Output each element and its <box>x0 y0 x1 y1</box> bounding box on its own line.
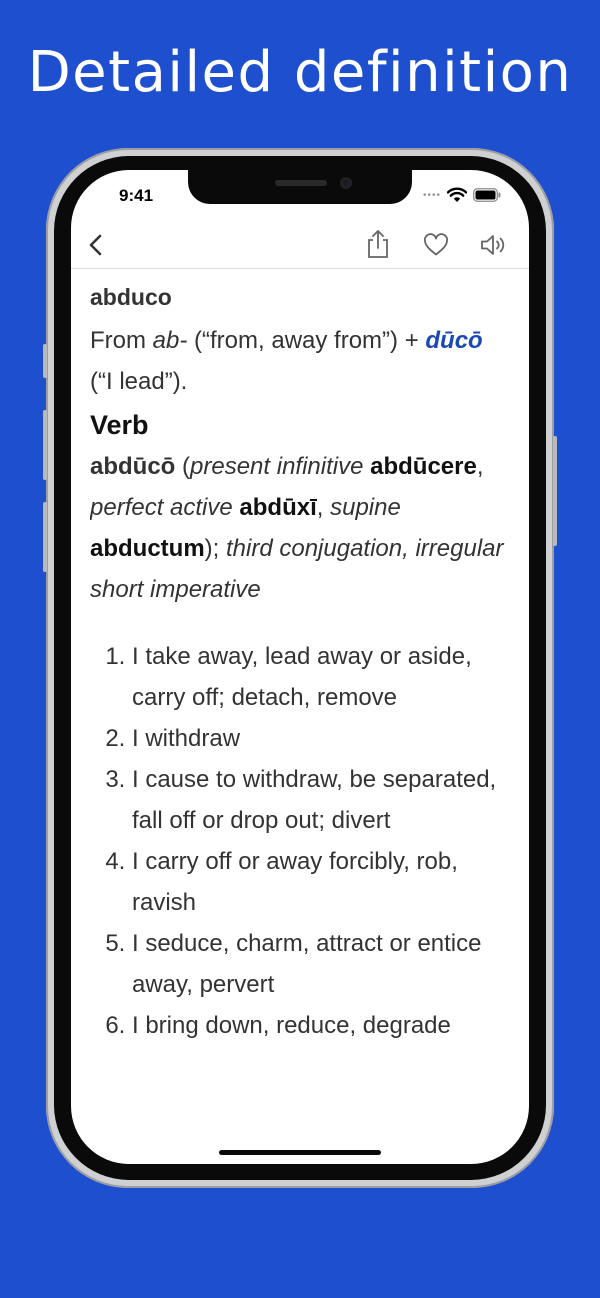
share-button[interactable] <box>361 226 395 262</box>
phone-screen <box>71 170 529 1164</box>
silent-switch <box>43 344 47 378</box>
paren-close: ); <box>204 535 226 562</box>
status-indicators <box>423 186 501 204</box>
volume-down-button <box>43 502 47 572</box>
sense-item: 6. I bring down, reduce, degrade <box>132 1005 510 1046</box>
etymology-text: From <box>90 327 153 354</box>
signal-dots-icon: •••• <box>422 189 441 201</box>
headword: abduco <box>90 284 172 310</box>
form-supine: abductum <box>90 535 205 562</box>
wifi-icon <box>447 187 467 203</box>
home-indicator[interactable] <box>219 1150 381 1155</box>
power-button <box>553 436 557 546</box>
part-of-speech: Verb <box>90 410 149 440</box>
sense-item: 4. I carry off or away forcibly, rob, ravish <box>132 841 510 923</box>
form-perfect: abdūxī <box>239 494 317 521</box>
etymology-link-duco[interactable]: dūcō <box>425 327 483 354</box>
page-headline: Detailed definition <box>27 40 573 105</box>
front-camera <box>340 177 352 189</box>
etymology-link-gloss: (“I lead”). <box>90 368 188 395</box>
etymology <box>90 320 510 402</box>
lemma: abdūcō <box>90 453 176 480</box>
status-time: 9:41 <box>119 186 154 205</box>
battery-icon <box>473 188 501 202</box>
paren-open: ( <box>175 453 191 480</box>
volume-up-button <box>43 410 47 480</box>
speaker-icon <box>479 233 507 257</box>
label-supine: supine <box>330 494 401 521</box>
chevron-left-icon <box>88 234 104 256</box>
share-icon <box>366 229 390 259</box>
separator: , <box>316 494 331 521</box>
back-button[interactable] <box>79 230 113 260</box>
earpiece-speaker <box>275 180 327 186</box>
audio-button[interactable] <box>476 228 510 262</box>
label-present-infinitive: present infinitive <box>190 453 364 480</box>
definition-content[interactable] <box>90 282 510 1130</box>
etymology-gloss: (“from, away from”) + <box>187 327 426 354</box>
sense-item: 5. I seduce, charm, attract or entice away, pervert <box>132 923 510 1005</box>
heart-icon <box>423 233 449 257</box>
sense-item: 3. I cause to withdraw, be separated, fall off or drop out; divert <box>132 759 510 841</box>
form-infinitive: abdūcere <box>370 453 477 480</box>
separator: , <box>476 453 484 480</box>
sense-item: 2. I withdraw <box>132 718 510 759</box>
notch <box>188 170 412 204</box>
sense-item: 1. I take away, lead away or aside, carry off; detach, remove <box>132 636 510 718</box>
principal-parts <box>90 446 510 610</box>
navigation-bar <box>71 222 529 269</box>
label-perfect-active: perfect active <box>90 494 233 521</box>
senses-list <box>90 636 510 1046</box>
favorite-button[interactable] <box>419 228 453 262</box>
etymology-prefix: ab- <box>152 327 188 354</box>
conjugation-label: third conjugation, irregular short imperative <box>90 535 504 603</box>
